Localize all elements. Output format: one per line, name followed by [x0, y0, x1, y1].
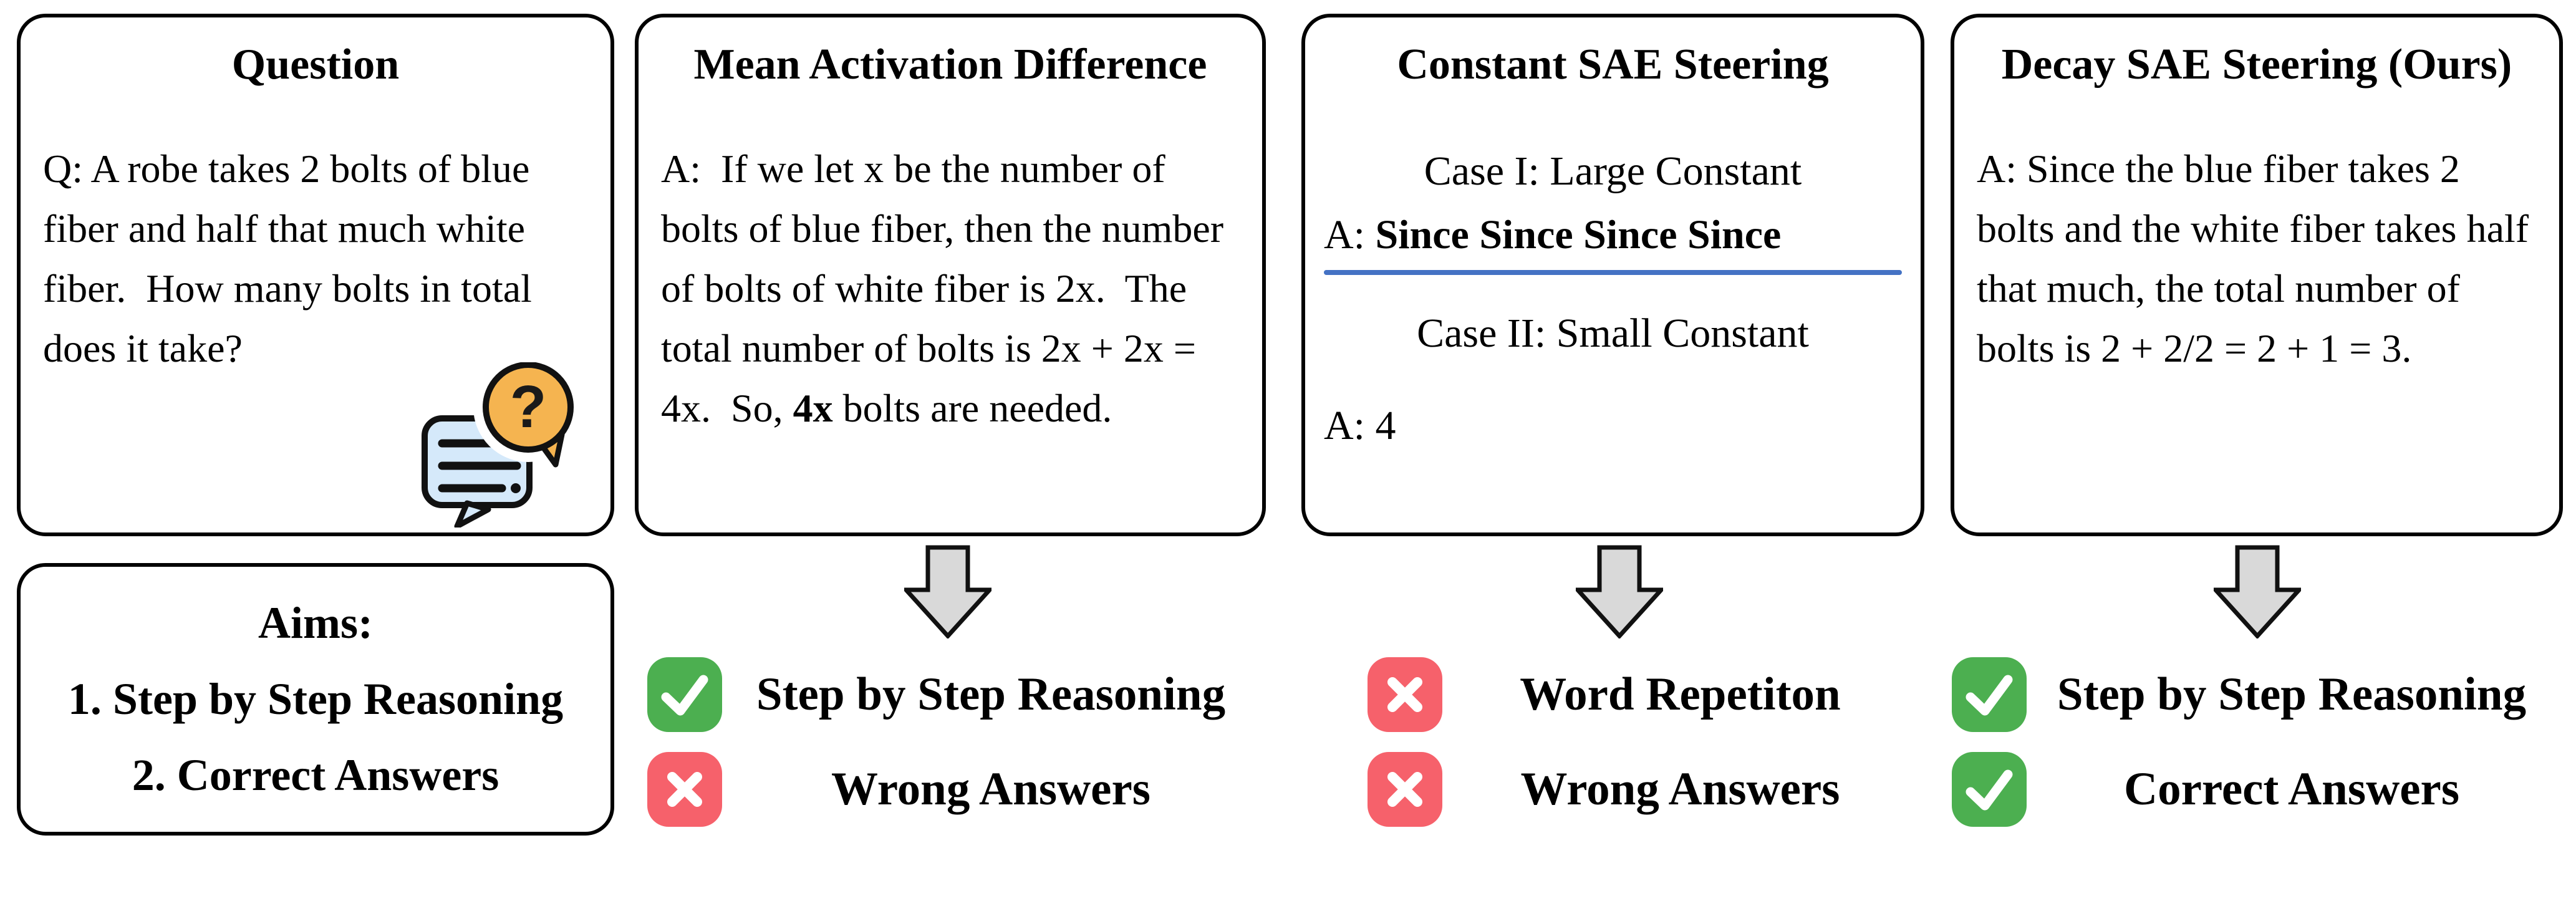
check-icon [1952, 752, 2027, 827]
aims-item-1: 1. Step by Step Reasoning [67, 674, 564, 724]
mad-body-bold: 4x [793, 385, 833, 430]
case-2-label: Case II: Small Constant [1417, 310, 1809, 356]
outcome-mad-2 [635, 751, 1266, 827]
outcome-label: Wrong Answers [831, 763, 1151, 815]
case-1-answer [1305, 211, 1921, 259]
down-arrow-icon [1576, 545, 1663, 638]
panel-mad-body [639, 139, 1262, 438]
outcome-label: Step by Step Reasoning [756, 668, 1226, 720]
outcome-decay-2 [1951, 751, 2563, 827]
case-2-answer: A: 4 [1324, 402, 1396, 448]
panel-decay-title: Decay SAE Steering (Ours) [2001, 41, 2512, 89]
check-icon [647, 657, 722, 732]
panel-decay-body: A: Since the blue fiber takes 2 bolts and the white fiber takes half that much, the total number of bolts is 2 + 2/2 = 2 + 1 = 3. [1977, 146, 2539, 370]
aims-box [17, 563, 614, 836]
panel-question [17, 14, 614, 536]
check-icon [1952, 657, 2027, 732]
aims-item-2: 2. Correct Answers [132, 750, 499, 800]
panel-mean-activation-difference [635, 14, 1266, 536]
blue-divider [1324, 270, 1902, 275]
panel-decay-sae-steering [1951, 14, 2563, 536]
mad-body-post: bolts are needed. [832, 385, 1112, 430]
cross-icon [1368, 657, 1442, 732]
outcome-label: Correct Answers [2123, 763, 2460, 815]
down-arrow-icon [2214, 545, 2301, 638]
outcome-mad-1 [635, 657, 1266, 733]
outcome-constant-1 [1301, 657, 1924, 733]
aims-heading: Aims: [258, 598, 373, 648]
outcome-label: Step by Step Reasoning [2057, 668, 2527, 720]
outcome-constant-2 [1301, 751, 1924, 827]
outcome-label: Wrong Answers [1520, 763, 1840, 815]
case-1-label: Case I: Large Constant [1424, 148, 1802, 194]
cross-icon [647, 752, 722, 827]
outcome-label: Word Repetiton [1520, 668, 1841, 720]
panel-constant-title: Constant SAE Steering [1397, 41, 1829, 89]
panel-question-body: Q: A robe takes 2 bolts of blue fiber and half that much white fiber. How many bolts in total does it take? [43, 146, 542, 370]
svg-text:?: ? [509, 373, 547, 440]
outcome-decay-1 [1951, 657, 2563, 733]
panel-mad-title: Mean Activation Difference [693, 41, 1207, 89]
panel-constant-sae-steering [1301, 14, 1924, 536]
panel-question-title: Question [231, 41, 400, 89]
cross-icon [1368, 752, 1442, 827]
case-1-answer-bold: Since Since Since Since [1375, 211, 1782, 258]
chat-question-icon [417, 362, 579, 528]
mad-body-pre: A: If we let x be the number of bolts of blue fiber, then the number of bolts of white fiber is 2x. The total number of bolts is 2x + 2x = 4x. So, [661, 146, 1234, 430]
case-1-answer-prefix: A: [1324, 211, 1376, 258]
down-arrow-icon [904, 545, 991, 638]
